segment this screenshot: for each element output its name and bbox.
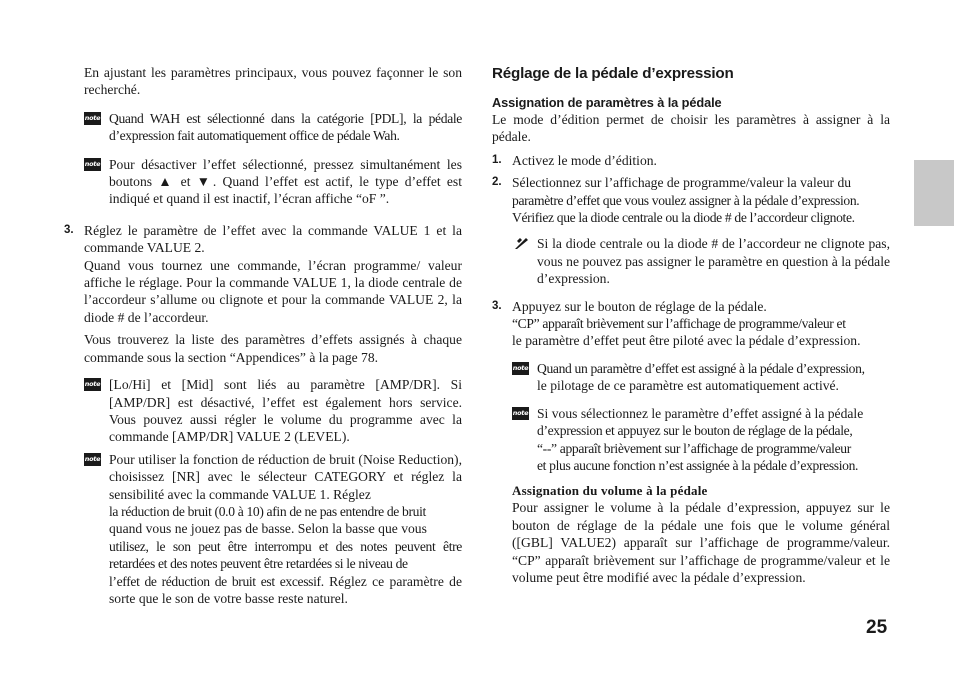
step-number: 1. [492,153,502,166]
section-heading: Réglage de la pédale d’expression [492,65,734,82]
volume-heading: Assignation du volume à la pédale [512,483,708,499]
note-disable-effect: note Pour désactiver l’effet sélectionné, pressez simultanément les boutons ▲ et ▼. Quand l’effet est actif, le type d’effet est indiqué et quand il est inactif, l’écran affiche “oF ”. [84,156,462,207]
step-text: Réglez le paramètre de l’effet avec la commande VALUE 1 et la commande VALUE 2. [84,222,462,256]
page-number: 25 [866,617,888,638]
note-icon: note [84,378,101,391]
note-icon: note [84,453,101,466]
note-assigned: note Quand un paramètre d’effet est assigné à la pédale d’expression, le pilotage de ce paramètre est automatiquement activé. [512,360,865,394]
note-lo-hi: note [Lo/Hi] et [Mid] sont liés au paramètre [AMP/DR]. Si [AMP/DR] est désactivé, l’effet est également hors service. Vous pouvez aussi régler le volume du programme avec la commande [AMP/DR] VALUE 2 (LEVEL). [84,377,462,445]
step-1: 1. Activez le mode d’édition. [492,152,657,168]
note-icon: note [84,158,101,171]
step-3-value [64,222,462,326]
right-intro: Le mode d’édition permet de choisir les paramètres à assigner à la pédale. [492,112,890,145]
volume-section [512,482,890,586]
subsection-heading: Assignation de paramètres à la pédale [492,95,722,110]
step-detail: Quand vous tournez une commande, l’écran programme/ valeur affiche le réglage. Pour la commande VALUE 1, la diode centrale de l’accordeur s’allume ou clignote et pour la commande VALUE 2, la diode # de l’accordeur. [84,257,462,325]
step-3-pedal: 3. Appuyez sur le bouton de réglage de la pédale. “CP” apparaît brièvement sur l’affichage de programme/valeur et le paramètre d’effet peut être piloté avec la pédale d’expression. [492,298,861,349]
step-number: 3. [64,223,74,236]
note-icon: note [512,362,529,375]
intro-paragraph: En ajustant les paramètres principaux, vous pouvez façonner le son recherché. [84,65,462,98]
step-number: 3. [492,299,502,312]
warning-icon [514,236,529,250]
step-2: 2. Sélectionnez sur l’affichage de programme/valeur la valeur du paramètre d’effet que vous voulez assigner à la pédale d’expression. Vérifiez que la diode centrale ou la diode # de l’accordeur clignote. [492,175,860,226]
left-column [64,64,462,607]
note-select-assigned: note Si vous sélectionnez le paramètre d’effet assigné à la pédale d’expression et appuyez sur le bouton de réglage de la pédale, “--” apparaît brièvement sur l’affichage de programme/valeur et plus aucune fonction n’est assignée à la pédale d’expression. [512,405,864,473]
note-icon: note [512,407,529,420]
note-icon: note [84,112,101,125]
note-wah: note Quand WAH est sélectionné dans la catégorie [PDL], la pédale d’expression fait automatiquement office de pédale Wah. [84,110,462,144]
step-number: 2. [492,176,502,189]
section-tab [914,160,954,226]
volume-text: Pour assigner le volume à la pédale d’expression, appuyez sur le bouton de réglage de la pédale une fois que le volume général ([GBL] VALUE2) apparaît sur l’affichage de programme/valeur. “CP” apparaît brièvement sur l’affichage de programme/valeur et le volume peut être modifié avec la pédale d’expression. [512,500,890,585]
right-column [492,64,890,586]
note-noise-reduction: note Pour utiliser la fonction de réduction de bruit (Noise Reduction), choisissez [NR] avec le sélecteur CATEGORY et réglez la sensibilité avec la commande VALUE 1. Réglez la réduction de bruit (0.0 à 10) afin de ne pas entendre de bruit quand vous ne jouez pas de basse. Selon la basse que vous utilisez, le son peut être interrompu et des notes peuvent être retardées et des notes peuvent être retardées si le niveau de l’effet de réduction de bruit est excessif. Réglez ce paramètre de sorte que le son de votre basse reste naturel. [84,451,462,606]
appendix-paragraph: Vous trouverez la liste des paramètres d’effets assignés à chaque commande sous la section “Appendices” à la page 78. [84,332,462,365]
warning-diode: Si la diode centrale ou la diode # de l’accordeur ne clignote pas, vous ne pouvez pas assigner le paramètre en question à la pédale d’expression. [512,235,890,287]
